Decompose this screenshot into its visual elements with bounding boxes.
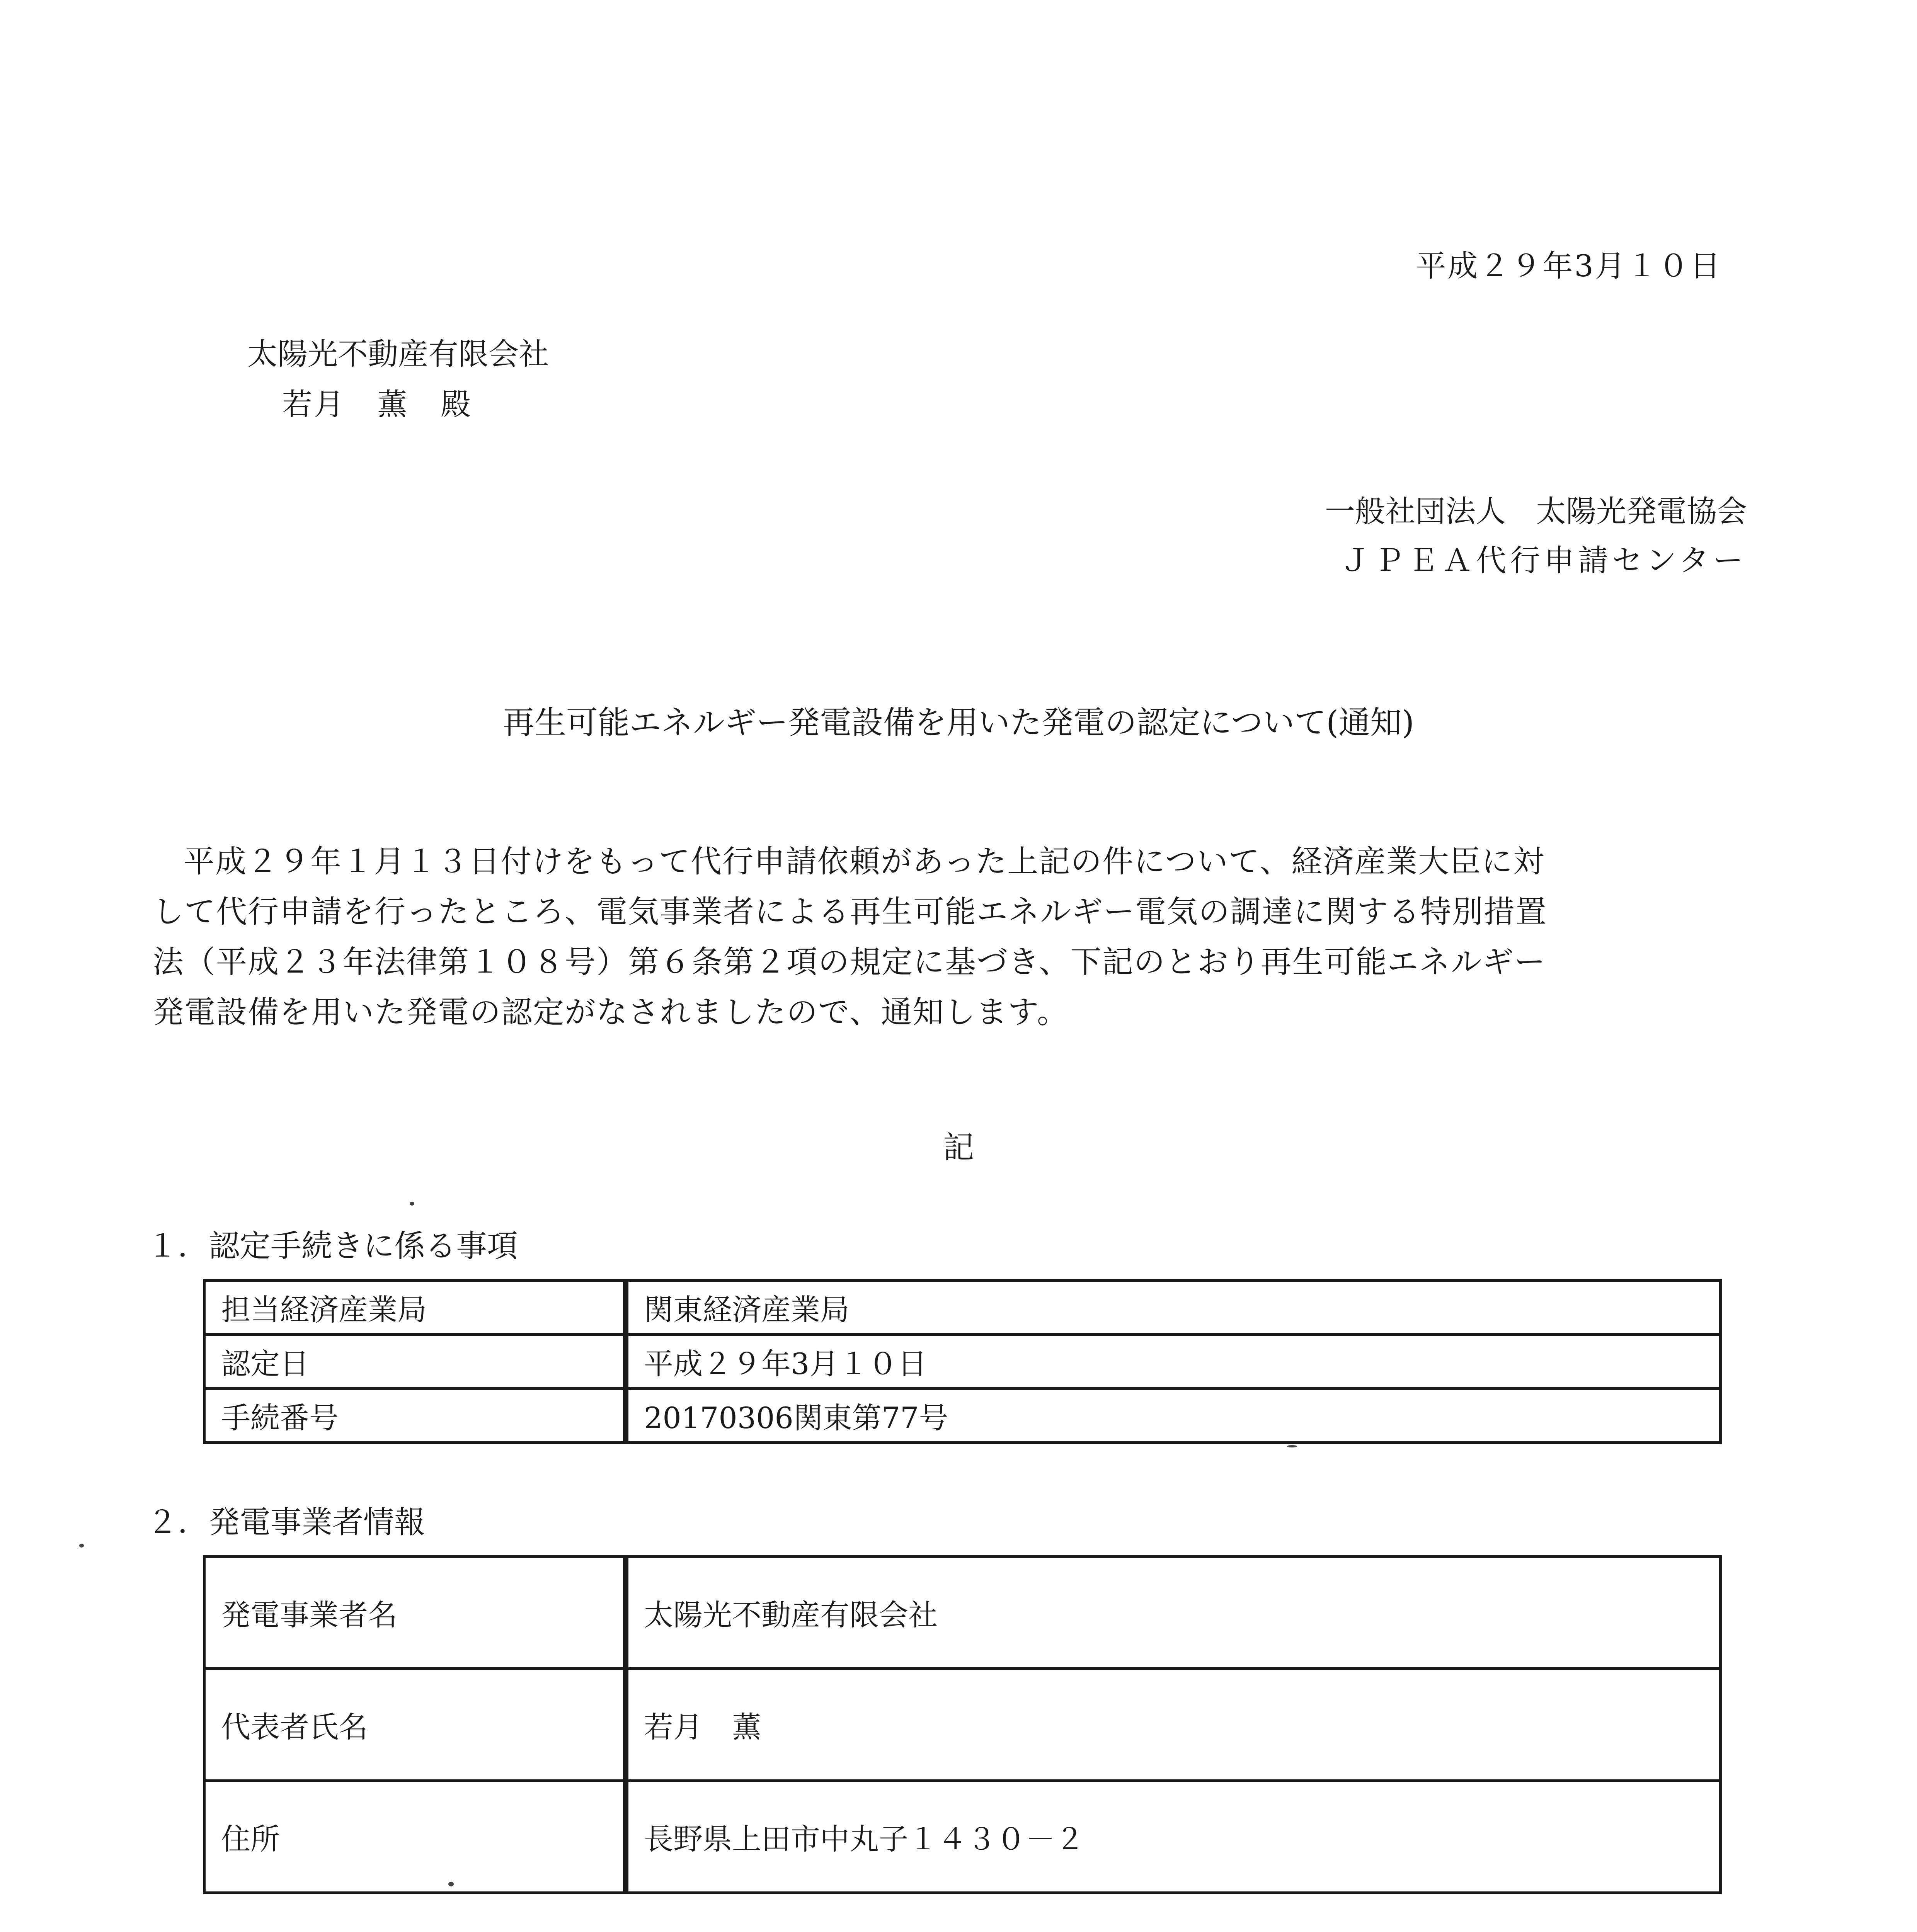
field-value: 長野県上田市中丸子１４３０－２ xyxy=(626,1781,1721,1893)
document-title: 再生可能エネルギー発電設備を用いた発電の認定について(通知) xyxy=(502,704,1415,741)
section-heading-procedure: １．認定手続きに係る事項 xyxy=(147,1228,518,1264)
scan-speck xyxy=(79,1544,84,1548)
table-row xyxy=(204,1389,1721,1443)
operator-table xyxy=(203,1555,1722,1894)
table-row xyxy=(204,1557,1721,1669)
sender-organization: 一般社団法人 太陽光発電協会 xyxy=(1325,494,1747,529)
ki-heading: 記 xyxy=(943,1129,974,1165)
scan-speck xyxy=(410,1202,414,1206)
section-heading-operator: ２．発電事業者情報 xyxy=(147,1504,425,1540)
field-label: 代表者氏名 xyxy=(204,1669,626,1781)
scan-speck xyxy=(448,1882,454,1886)
recipient-company: 太陽光不動産有限会社 xyxy=(247,337,549,372)
recipient-name: 若月 薫 殿 xyxy=(282,387,473,422)
field-value: 20170306関東第77号 xyxy=(626,1389,1721,1443)
field-value: 太陽光不動産有限会社 xyxy=(626,1557,1721,1669)
field-label: 住所 xyxy=(204,1781,626,1893)
issue-date: 平成２９年3月１０日 xyxy=(1416,249,1722,284)
table-row xyxy=(204,1669,1721,1781)
table-row xyxy=(204,1281,1721,1335)
table-row xyxy=(204,1781,1721,1893)
field-label: 発電事業者名 xyxy=(204,1557,626,1669)
field-label: 担当経済産業局 xyxy=(204,1281,626,1335)
body-line: 法（平成２３年法律第１０８号）第６条第２項の規定に基づき、下記のとおり再生可能エネルギー xyxy=(153,944,1546,980)
scan-speck xyxy=(1287,1445,1297,1447)
field-label: 認定日 xyxy=(204,1335,626,1389)
field-value: 関東経済産業局 xyxy=(626,1281,1721,1335)
field-value: 若月 薫 xyxy=(626,1669,1721,1781)
field-value: 平成２９年3月１０日 xyxy=(626,1335,1721,1389)
body-line: して代行申請を行ったところ、電気事業者による再生可能エネルギー電気の調達に関する特別措置 xyxy=(153,894,1547,930)
body-line: 平成２９年１月１３日付けをもって代行申請依頼があった上記の件について、経済産業大臣に対 xyxy=(184,844,1545,879)
body-line: 発電設備を用いた発電の認定がなされましたので、通知します。 xyxy=(153,994,1069,1030)
table-row xyxy=(204,1335,1721,1389)
field-label: 手続番号 xyxy=(204,1389,626,1443)
notice-body xyxy=(153,837,1780,1037)
procedure-table xyxy=(203,1279,1722,1444)
sender-center: ＪＰＥＡ代行申請センター xyxy=(1340,543,1747,578)
